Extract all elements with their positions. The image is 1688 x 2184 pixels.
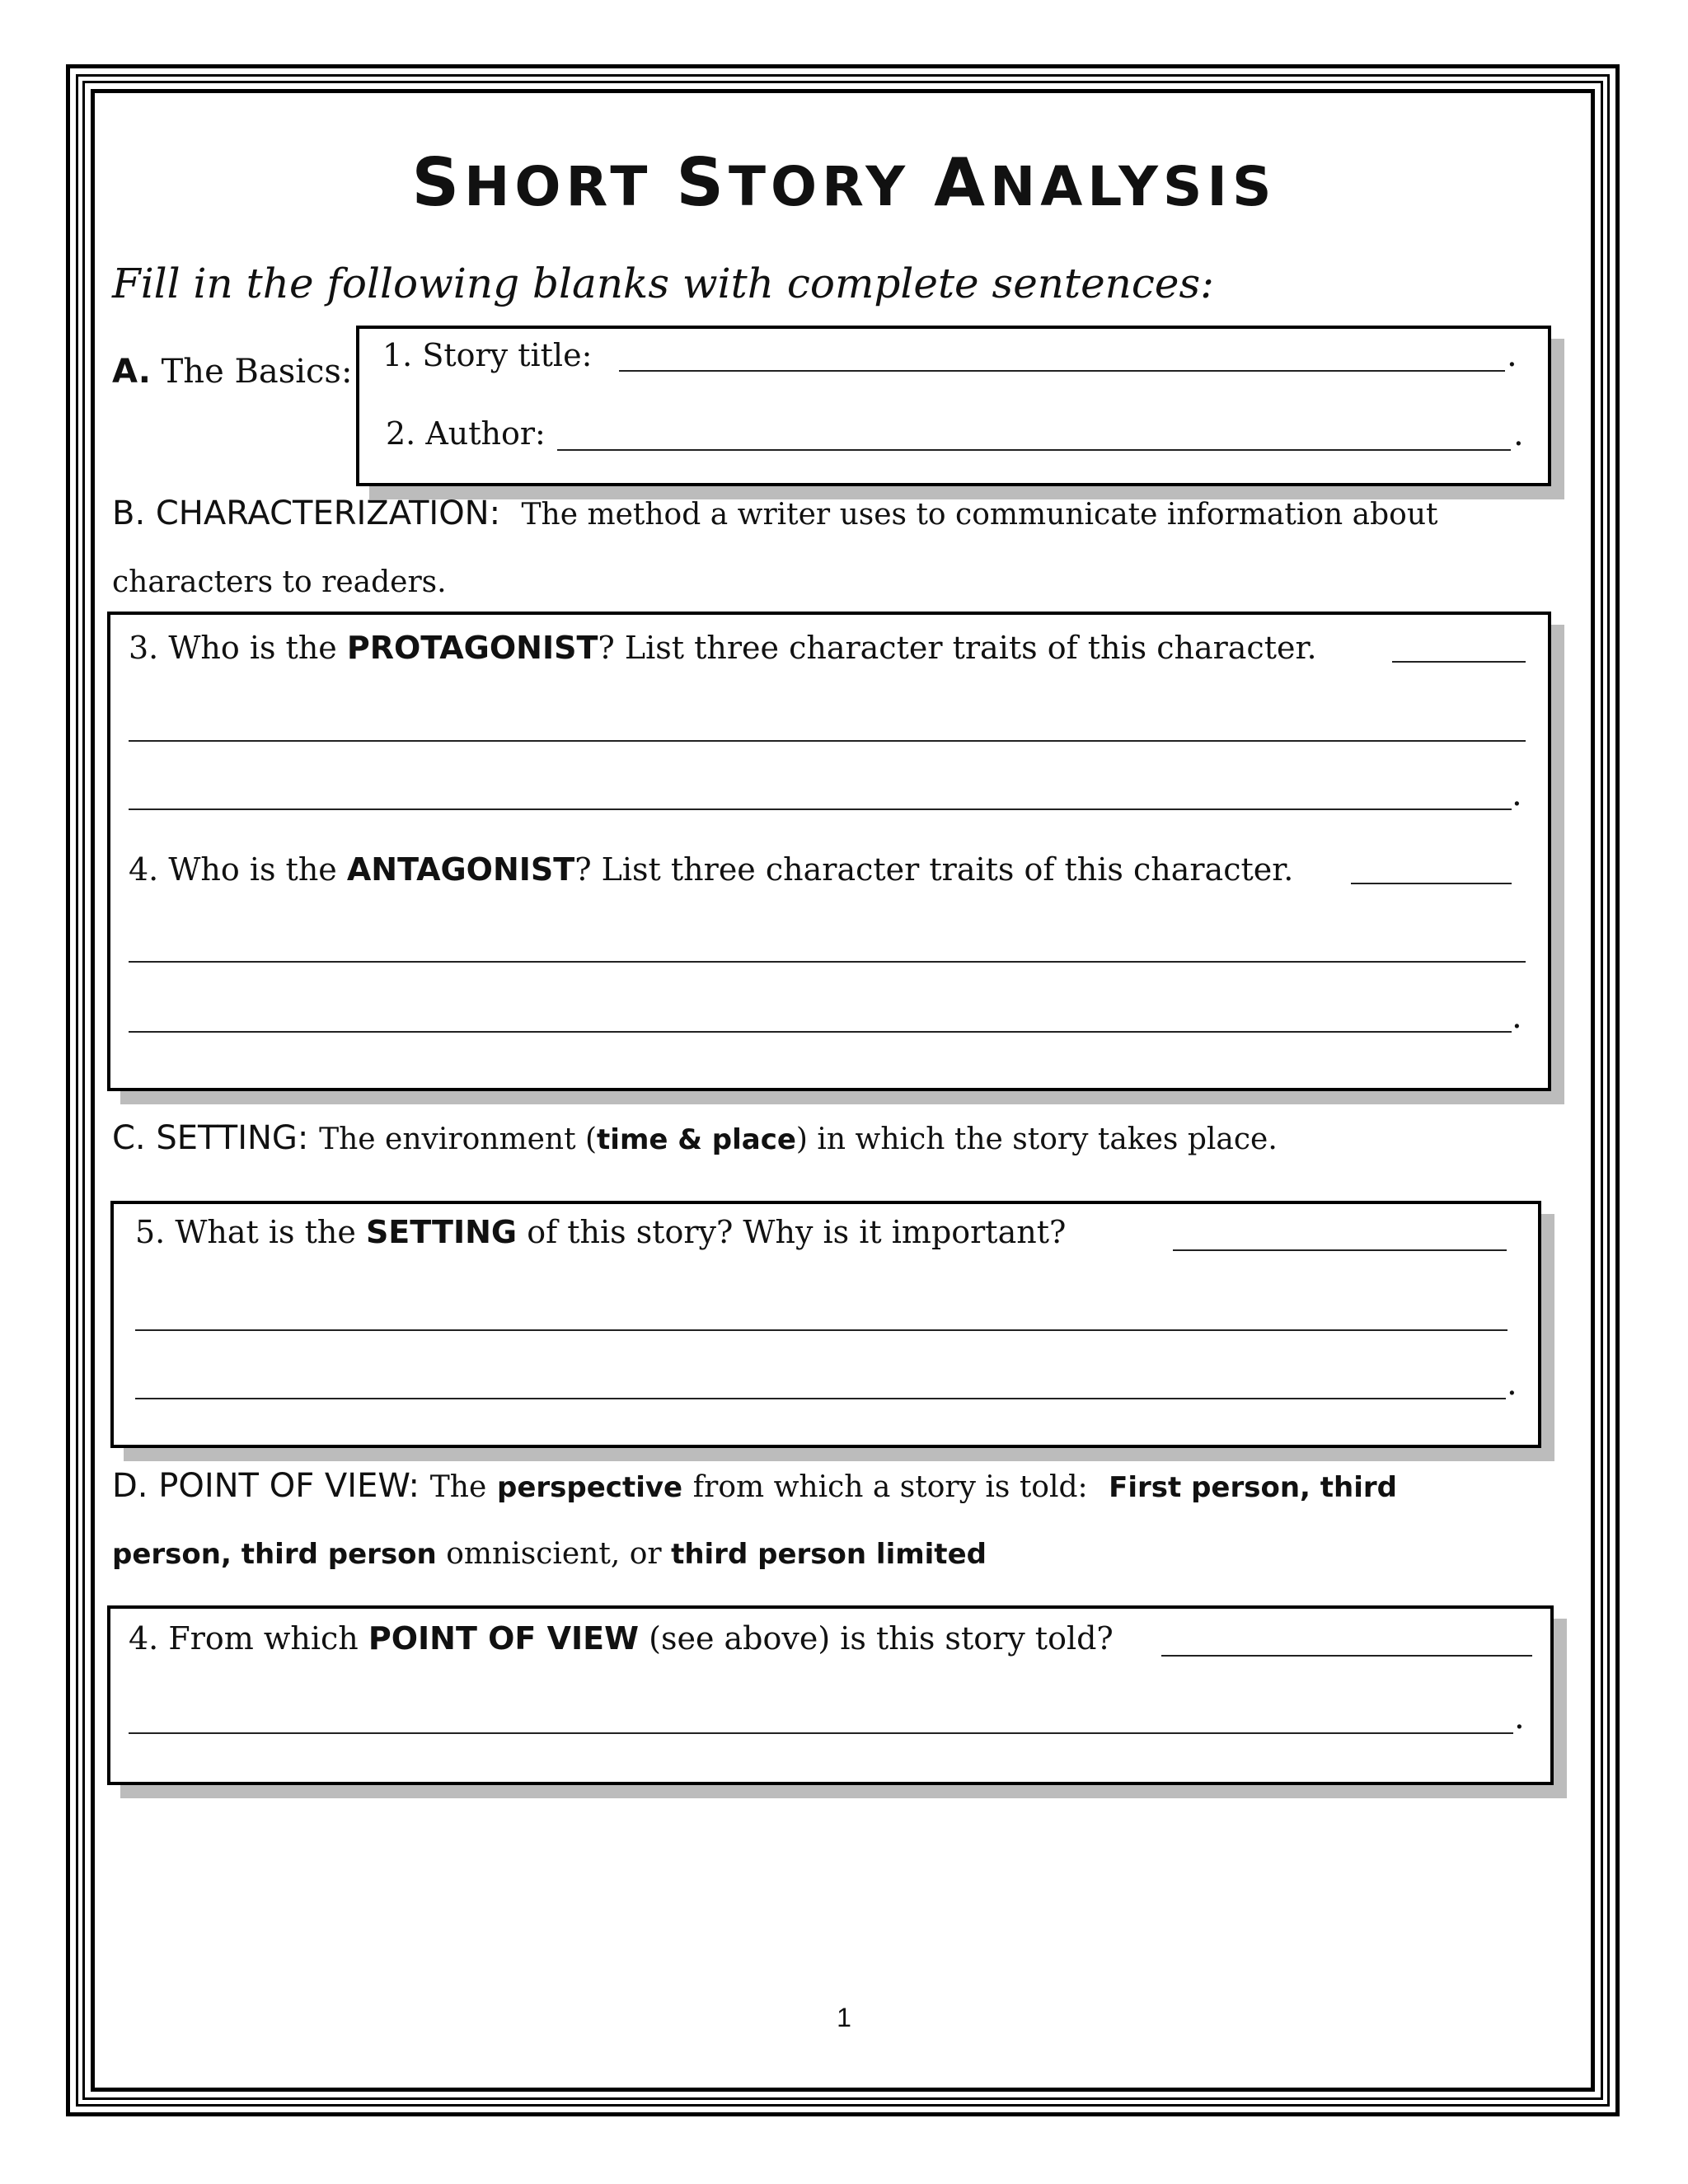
protagonist-question: 3. Who is the PROTAGONIST? List three character traits of this character. — [129, 630, 1317, 666]
setting-box — [110, 1201, 1541, 1448]
section-a-label: A. The Basics: — [112, 353, 353, 391]
antagonist-answer-line-2[interactable] — [129, 961, 1526, 963]
setting-answer-line-1[interactable] — [1173, 1249, 1507, 1251]
setting-answer-line-3[interactable] — [135, 1398, 1506, 1399]
period: . — [1507, 336, 1517, 374]
setting-answer-line-2[interactable] — [135, 1329, 1507, 1331]
setting-heading: C. SETTING: The environment (time & place) in which the story takes place. — [112, 1119, 1278, 1157]
period: . — [1512, 998, 1522, 1036]
point-of-view-answer-line-2[interactable] — [129, 1732, 1513, 1734]
period: . — [1514, 1699, 1525, 1736]
period: . — [1507, 1365, 1517, 1403]
point-of-view-question: 4. From which POINT OF VIEW (see above) is this story told? — [129, 1620, 1114, 1657]
antagonist-answer-line-3[interactable] — [129, 1031, 1512, 1033]
antagonist-answer-line-1[interactable] — [1351, 883, 1512, 884]
story-title-line[interactable] — [619, 370, 1505, 372]
instructions: Fill in the following blanks with complete sentences: — [112, 260, 1214, 307]
protagonist-answer-line-3[interactable] — [129, 808, 1512, 810]
page-number: 1 — [837, 2003, 851, 2032]
story-title-label: 1. Story title: — [382, 337, 593, 373]
period: . — [1513, 415, 1524, 453]
point-of-view-answer-line-1[interactable] — [1161, 1655, 1532, 1657]
page-title: SHORT STORY ANALYSIS — [411, 144, 1277, 221]
period: . — [1512, 776, 1522, 813]
point-of-view-options: person, third person omniscient, or third person limited — [112, 1537, 987, 1571]
setting-question: 5. What is the SETTING of this story? Why is it important? — [135, 1214, 1067, 1250]
antagonist-question: 4. Who is the ANTAGONIST? List three character traits of this character. — [129, 851, 1294, 888]
author-line[interactable] — [557, 449, 1511, 451]
characterization-heading: B. CHARACTERIZATION: The method a writer uses to communicate information about — [112, 494, 1438, 532]
point-of-view-box — [107, 1605, 1554, 1785]
basics-box — [356, 326, 1551, 486]
protagonist-answer-line-1[interactable] — [1392, 661, 1526, 663]
point-of-view-heading: D. POINT OF VIEW: The perspective from which a story is told: First person, third — [112, 1467, 1398, 1505]
author-label: 2. Author: — [386, 415, 546, 452]
characterization-box — [107, 612, 1551, 1091]
characterization-definition-cont: characters to readers. — [112, 565, 447, 599]
protagonist-answer-line-2[interactable] — [129, 740, 1526, 742]
